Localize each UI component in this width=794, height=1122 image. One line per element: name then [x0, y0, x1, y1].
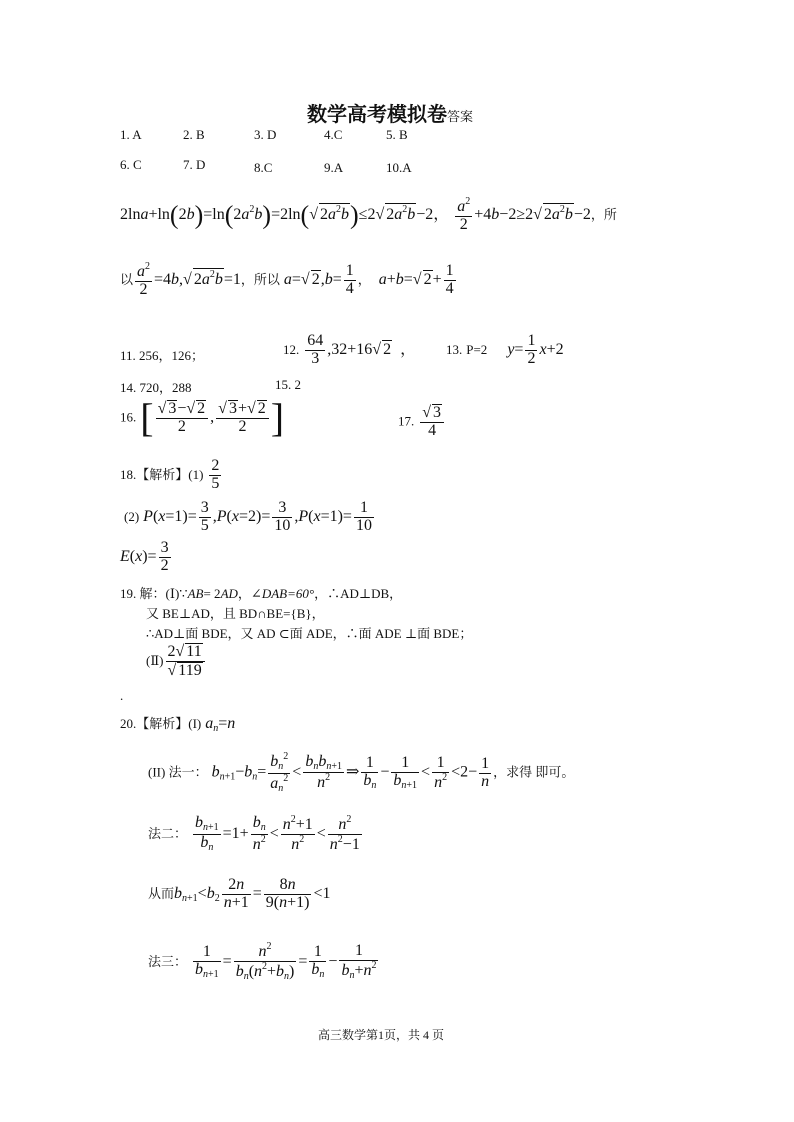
q20-part1: 20.【解析】(I) $a_n=n$ — [120, 715, 236, 734]
q13-answer: 13. P=2 y= $\frac{1}{2}$ x+2 — [446, 332, 564, 367]
q20-method-3: 法三： $\frac{1}{b_{n+1}}$ = $\frac{n^2}{b_n(n^2+b_n)}$ = $\frac{1}{b_n}$ − $\frac{1}{b_n+n^2}$ — [148, 941, 377, 982]
q20-m4-label: 法三： — [148, 953, 188, 969]
q20-method-1: (II) 法一： $b_{n+1}-b_n=$ $\frac{b_n^2}{a_n^2}$ < $\frac{b_nb_{n+1}}{n^2}$ ⇒ $\frac{1}{b_n}$ − $\frac{1}{b_{n+1}}$ < $\frac{1}{n^2}$ <2− $\frac{1}{n}$ ，求得 即可。 — [148, 751, 575, 794]
q16-label: 16. — [120, 409, 137, 425]
q14-answer: 14. 720，288 — [120, 380, 192, 395]
q19-line-1: 19. 解：(Ⅰ)∵AB= 2AD，∠DAB=60°，∴AD⊥DB， — [120, 586, 403, 601]
page-title — [307, 98, 473, 127]
q10-suoyi: ，所以 — [240, 271, 280, 287]
q17-label: 17. — [398, 413, 415, 429]
q10-suo: ，所 — [590, 206, 617, 222]
q10-line-1: $2\ln a+\ln(2b)=\ln(2a^2b)=2\ln(√$ $2a^2b)\le 2√$ $2a^2b-2$， $\frac{a^2}{2}$ +4b−2≥2√ $2a^2b-2$，所 — [120, 196, 617, 233]
stray-dot: . — [120, 688, 124, 703]
q19-head: 19. 解：(Ⅰ)∵ — [120, 586, 188, 601]
q10-line-2: 以 $\frac{a^2}{2}$ =4b,√ $2a^2b=1$，所以 a=√ 2,b= $\frac{1}{4}$ ， a+b=√ 2+ $\frac{1}{4}$ — [120, 261, 454, 298]
q20-m1-label: (II) 法一： — [148, 764, 208, 780]
q10-yi: 以 — [120, 271, 134, 287]
answer-5: 5. B — [386, 127, 408, 142]
title-suffix: 答案 — [447, 109, 474, 124]
q19-line-3: ∴AD⊥面 BDE，又 AD ⊂面 ADE，∴面 ADE ⊥面 BDE； — [146, 626, 473, 641]
q18-part2: (2) P(x=1)= $\frac{3}{5}$ ,P(x=2)= $\frac{3}{10}$ ,P(x=1)= $\frac{1}{10}$ — [124, 499, 372, 534]
q18-expectation: E(x)= $\frac{3}{2}$ — [120, 539, 169, 574]
page-footer: 高三数学第1页，共 4 页 — [318, 1028, 445, 1042]
q19-line1-end: ，∴AD⊥DB， — [314, 586, 403, 601]
q18-part2-label: (2) — [124, 508, 140, 524]
q20-m1-end: ，求得 即可。 — [493, 764, 575, 780]
q11-answer: 11. 256，126； — [120, 348, 205, 363]
q19-part2-label: (Ⅱ) — [146, 652, 164, 668]
q20-m3-label: 从而 — [148, 885, 175, 901]
q16-answer: 16. [ $\frac{√ 3-√ 2}{2}$ , $\frac{√ 3+√ 2}{2}$ ] — [120, 395, 285, 440]
q20-m2-label: 法二： — [148, 825, 188, 841]
q18-part1: 18.【解析】(1) $\frac{2}{5}$ — [120, 457, 220, 492]
q17-answer: 17. $\frac{√ 3}{4}$ — [398, 404, 446, 440]
answer-10: 10.A — [386, 160, 412, 175]
answer-6: 6. C — [120, 157, 142, 172]
q19-angle: DAB=60° — [261, 586, 315, 601]
q13-label: 13. — [446, 341, 463, 357]
q12-label: 12. — [283, 341, 300, 357]
q18-head: 18.【解析】(1) — [120, 466, 204, 482]
title-main: 数学高考模拟卷 — [307, 102, 447, 126]
answer-7: 7. D — [183, 157, 206, 172]
q12-answer: 12. $\frac{64}{3}$ ,32+16√ 2 ， — [283, 332, 417, 367]
q19-part2: (Ⅱ) $\frac{2√ 11}{√ 119}$ — [146, 643, 207, 680]
answer-2: 2. B — [183, 127, 205, 142]
q19-angle-sep: ，∠ — [237, 586, 262, 601]
q15-answer: 15. 2 — [275, 377, 301, 392]
q20-head: 20.【解析】(I) — [120, 716, 202, 731]
answer-4: 4.C — [324, 127, 343, 142]
answer-9: 9.A — [324, 160, 344, 175]
q20-method-2-conclusion: 从而$b_{n+1}<b_2$ $\frac{2n}{n+1}$ = $\frac{8n}{9(n+1)}$ <1 — [148, 876, 331, 911]
q13-p: P=2 — [466, 341, 488, 357]
answer-8: 8.C — [254, 160, 273, 175]
q10-comma: ， — [357, 271, 371, 287]
answer-3: 3. D — [254, 127, 277, 142]
answer-1: 1. A — [120, 127, 142, 142]
q19-line-2: 又 BE⊥AD，且 BD∩BE={B}， — [146, 606, 325, 621]
q20-method-2: 法二： $\frac{b_{n+1}}{b_n}$ =1+ $\frac{b_n}{n^2}$ < $\frac{n^2+1}{n^2}$ < $\frac{n^2}{n^2-1}$ — [148, 814, 360, 853]
